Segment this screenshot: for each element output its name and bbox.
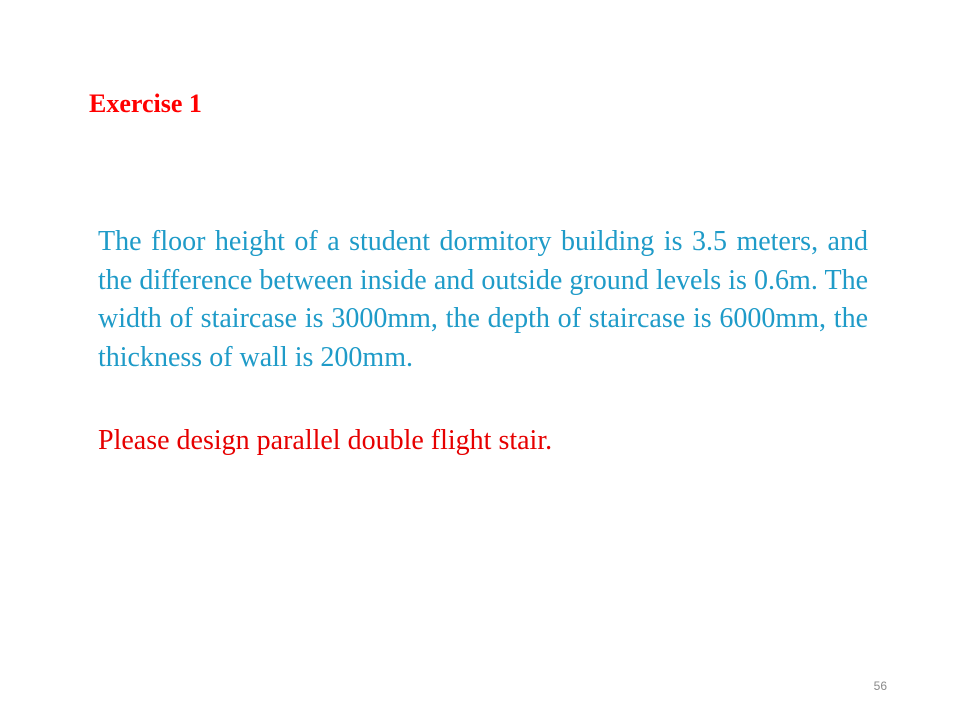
problem-statement: The floor height of a student dormitory building is 3.5 meters, and the difference between inside and outside ground levels is 0.6m. The width of staircase is 3000mm, the depth of staircase is 6000mm, the thickness of wall is 200mm.	[98, 226, 868, 373]
design-instruction: Please design parallel double flight stair.	[98, 425, 553, 456]
page-number: 56	[873, 679, 887, 693]
slide-title: Exercise 1	[89, 89, 202, 118]
